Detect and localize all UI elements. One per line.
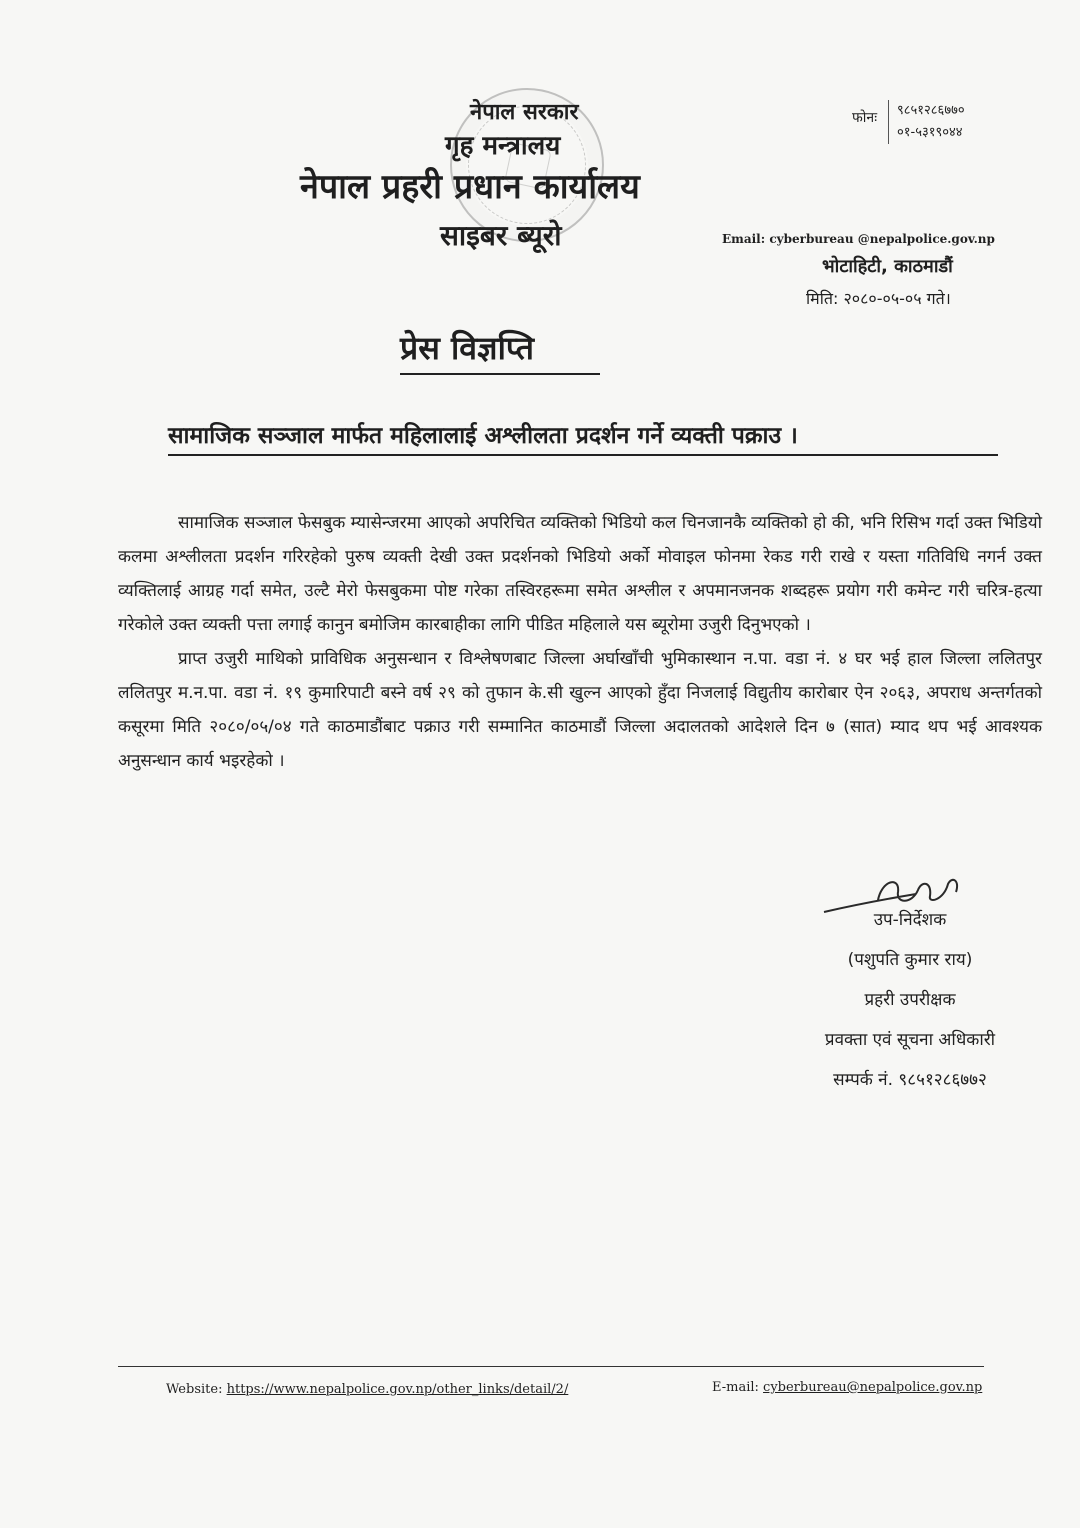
phone-label: फोनः <box>852 110 878 126</box>
phone-number: ९८५१२८६७७० <box>897 103 965 118</box>
headline: सामाजिक सञ्जाल मार्फत महिलालाई अश्लीलता प्रदर्शन गर्ने व्यक्ती पक्राउ । <box>168 418 998 456</box>
document-title: प्रेस विज्ञप्ति <box>400 326 600 375</box>
footer-website <box>166 1382 568 1397</box>
ministry-name: गृह मन्त्रालय <box>445 131 561 161</box>
signatory-role: उप-निर्देशक <box>873 910 947 930</box>
release-date: मिति: २०८०-०५-०५ गते। <box>806 289 951 308</box>
footer-divider <box>118 1366 984 1367</box>
phone-number: ०१-५३१९०४४ <box>897 125 963 140</box>
header-email: Email: cyberbureau @nepalpolice.gov.np <box>722 232 995 246</box>
signatory-position: प्रवक्ता एवं सूचना अधिकारी <box>824 1030 996 1050</box>
email-label: E-mail: <box>712 1380 759 1395</box>
signatory-block <box>780 900 1040 1100</box>
website-label: Website: <box>166 1382 223 1397</box>
website-link[interactable]: https://www.nepalpolice.gov.np/other_links/detail/2/ <box>226 1382 569 1397</box>
signatory-name: (पशुपति कुमार राय) <box>847 950 973 970</box>
government-name: नेपाल सरकार <box>470 99 579 125</box>
paragraph: प्राप्त उजुरी माथिको प्राविधिक अनुसन्धान र विश्लेषणबाट जिल्ला अर्घाखाँची भुमिकास्थान न.पा. वडा नं. ४ घर भई हाल जिल्ला ललितपुर ललितपुर म.न.पा. वडा नं. १९ कुमारिपाटी बस्ने वर्ष २९ को तुफान के.सी खुल्न आएको हुँदा निजलाई विद्युतीय कारोबार ऐन २०६३, अपराध अन्तर्गतको कसूरमा मिति २०८०/०५/०४ गते काठमाडौंबाट पक्राउ गरी सम्मानित काठमाडौं जिल्ला अदालतको आदेशले दिन ७ (सात) म्याद थप भई आवश्यक अनुसन्धान कार्य भइरहेको । <box>118 649 1042 771</box>
body-text <box>118 506 1042 778</box>
office-address: भोटाहिटी, काठमाडौं <box>822 256 953 277</box>
email-link[interactable]: cyberbureau@nepalpolice.gov.np <box>763 1380 983 1395</box>
paragraph: सामाजिक सञ्जाल फेसबुक म्यासेन्जरमा आएको अपरिचित व्यक्तिको भिडियो कल चिनजानकै व्यक्तिको हो की, भनि रिसिभ गर्दा उक्त भिडियो कलमा अश्लीलता प्रदर्शन गरिरहेको पुरुष व्यक्ती देखी उक्त प्रदर्शनको भिडियो अर्को मोवाइल फोनमा रेकड गरी राखे र यस्ता गतिविधि नगर्न उक्त व्यक्तिलाई आग्रह गर्दा समेत, उल्टै मेरो फेसबुकमा पोष्ट गरेका तस्विरहरूमा समेत अश्लील र अपमानजनक शब्दहरू प्रयोग गरी कमेन्ट गरी चरित्र-हत्या गरेकोले उक्त व्यक्ती पत्ता लगाई कानुन बमोजिम कारबाहीका लागि पीडित महिलाले यस ब्यूरोमा उजुरी दिनुभएको । <box>118 513 1042 635</box>
signatory-contact: सम्पर्क नं. ९८५१२८६७७२ <box>833 1070 987 1090</box>
phone-numbers <box>888 100 965 144</box>
office-name: नेपाल प्रहरी प्रधान कार्यालय <box>300 167 640 207</box>
bureau-name: साइबर ब्यूरो <box>440 219 562 252</box>
signatory-rank: प्रहरी उपरीक्षक <box>864 990 956 1010</box>
footer-email <box>712 1380 982 1395</box>
